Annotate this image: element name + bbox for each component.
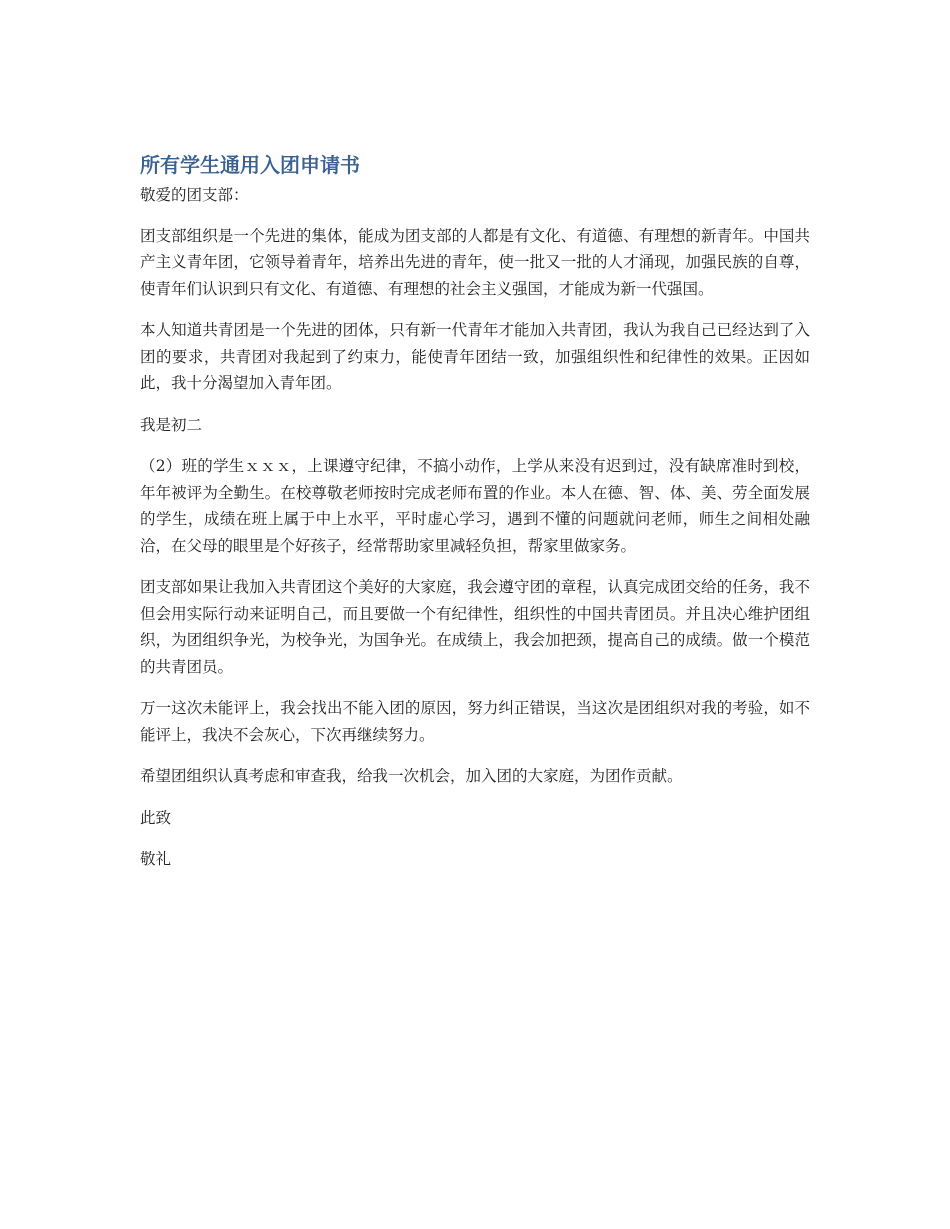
paragraph-grade: 我是初二 xyxy=(140,415,203,434)
paragraph-self-description: （2）班的学生ｘｘｘ，上课遵守纪律，不搞小动作，上学从来没有迟到过，没有缺席准时到校，年年被评为全勤生。在校尊敬老师按时完成老师布置的作业。本人在德、智、体、美、劳全面发展的学生，成绩在班上属于中上水平，平时虚心学习，遇到不懂的问题就问老师，师生之间相处融洽，在父母的眼里是个好孩子，经常帮助家里减轻负担，帮家里做家务。 xyxy=(140,457,810,555)
paragraph-motivation: 本人知道共青团是一个先进的团体，只有新一代青年才能加入共青团，我认为我自己已经达到了入团的要求，共青团对我起到了约束力，能使青年团结一致，加强组织性和纪律性的效果。正因如此，我十分渴望加入青年团。 xyxy=(140,321,810,392)
paragraph-hope: 希望团组织认真考虑和审查我，给我一次机会，加入团的大家庭，为团作贡献。 xyxy=(140,767,683,785)
paragraph-intro: 团支部组织是一个先进的集体，能成为团支部的人都是有文化、有道德、有理想的新青年。中国共产主义青年团，它领导着青年，培养出先进的青年，使一批又一批的人才涌现，加强民族的自尊，使青年们认识到只有文化、有道德、有理想的社会主义强国，才能成为新一代强国。 xyxy=(140,226,810,298)
paragraph-if-rejected: 万一这次未能评上，我会找出不能入团的原因，努力纠正错误，当这次是团组织对我的考验，如不能评上，我决不会灰心，下次再继续努力。 xyxy=(140,699,810,744)
paragraph-commitment: 团支部如果让我加入共青团这个美好的大家庭，我会遵守团的章程，认真完成团交给的任务，我不但会用实际行动来证明自己，而且要做一个有纪律性，组织性的中国共青团员。并且决心维护团组织，为团组织争光，为校争光，为国争光。在成绩上，我会加把颈，提高自己的成绩。做一个模范的共青团员。 xyxy=(140,578,810,676)
closing-cizhi: 此致 xyxy=(140,808,172,827)
salutation: 敬爱的团支部： xyxy=(140,186,249,204)
document-title: 所有学生通用入团申请书 xyxy=(140,153,360,177)
document-page xyxy=(140,148,810,888)
closing-jingli: 敬礼 xyxy=(140,850,172,868)
